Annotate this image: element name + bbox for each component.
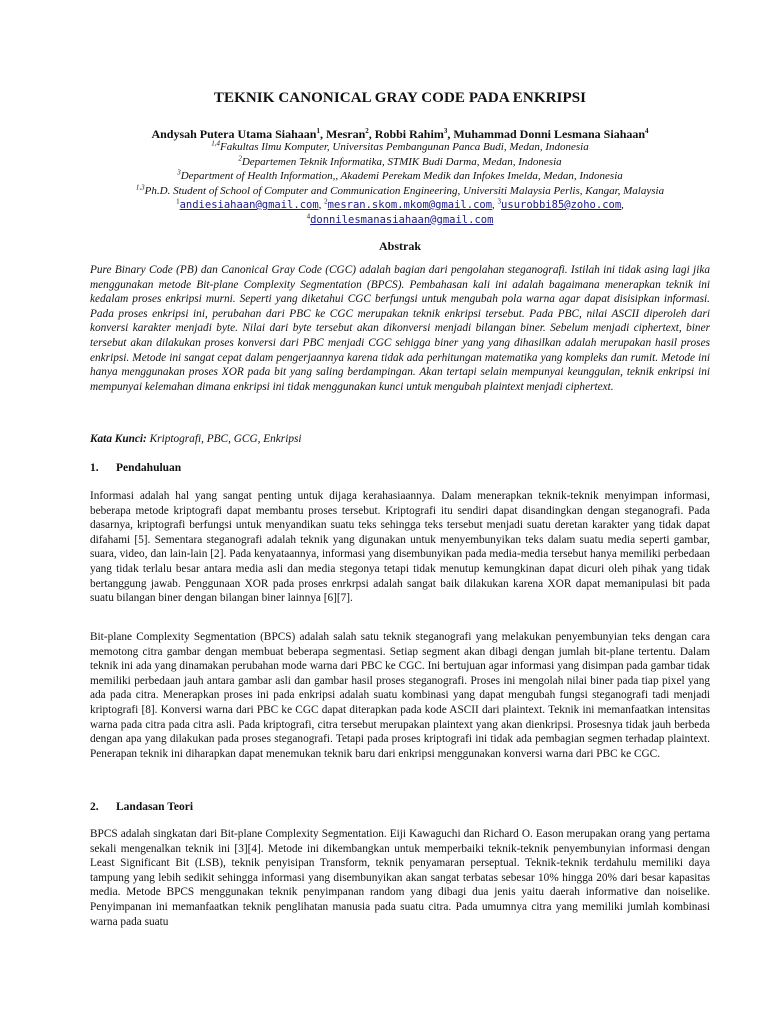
email-list: $^1$andiesiahaan@gmail.com, $^2$mesran.skom.mkom@gmail.com, $^3$usurobbi85@zoho.com,: [176, 197, 624, 211]
paper-title: TEKNIK CANONICAL GRAY CODE PADA ENKRIPSI: [213, 90, 587, 106]
email-link[interactable]: mesran.skom.mkom@gmail.com: [327, 199, 493, 211]
paragraph: Bit-plane Complexity Segmentation (BPCS) adalah salah satu teknik steganografi yang melakukan penyembunyian teks dengan cara memotong citra gambar dengan membuat beberapa segmentasi. Setiap segment akan dibagi dengan jumlah bit-plane tertentu. Dalam teknik ini ada yang dinamakan perubahan mode warna dari PBC ke CGC. Ini bertujuan agar informasi yang disimpan pada gambar tidak memiliki perbedaan jauh antara gambar asli dan gambar hasil proses steganografi. Proses ini mengolah nilai biner pada tiap pixel yang ada pada citra. Menerapkan proses ini pada enkripsi adalah suatu kombinasi yang dapat mengubah fungsi steganografi tadi menjadi kriptografi [8]. Konversi warna dari PBC ke CGC dapat diterapkan pada kode ASCII dari plaintext. Teknik ini memanfaatkan intensitas warna pada citra pada citra asli. Pada kriptografi, citra tersebut merupakan plaintext yang akan dienkripsi. Prosesnya tidak jauh berbeda dengan apa yang dilakukan pada proses steganografi. Tetapi pada proses kriptografi ini tidak ada pembagian segmen terhadap plaintext. Penerapan teknik ini diharapkan dapat menemukan teknik baru dari enkripsi menggunakan konversi warna dari PBC ke CGC.: [90, 631, 710, 760]
paragraph: BPCS adalah singkatan dari Bit-plane Complexity Segmentation. Eiji Kawaguchi dan Richard O. Eason merupakan orang yang pertama sekali mengenalkan teknik ini [3][4]. Metode ini dikembangkan untuk memperbaiki teknik-teknik penyembunyian informasi dengan Least Significant Bit (LSB), teknik penyisipan Transform, teknik penyamaran perseptual. Teknik-teknik terdahulu memiliki daya tampung yang lebih sedikit sehingga informasi yang disembunyikan akan sangat terbatas sebesar 10% hingga 20% dari besar kapasitas media. Metode BPCS menggunakan teknik penyimpanan random yang dibagi dua jenis yaitu daerah informative dan noiselike. Penyimpanan ini memanfaatkan teknik penglihatan manusia pada suatu citra. Pada umumnya citra yang memiliki jumlah kombinasi warna pada suatu: [90, 828, 710, 928]
abstract-text: Pure Binary Code (PB) dan Canonical Gray Code (CGC) adalah bagian dari pengolahan steganografi. Istilah ini tidak asing lagi jika menggunakan metode Bit-plane Complexity Segmentation (BPCS). Pembahasan kali ini adalah bagaimana menerapkan teknik ini kedalam proses enkripsi murni. Seperti yang diketahui CGC berfungsi untuk mengubah pola warna agar dapat disisipkan informasi. Pada proses enkripsi ini, perubahan dari PBC ke CGC merupakan teknik enkripsi tersebut. Pada PBC, nilai ASCII diperoleh dari konversi karakter menjadi byte. Nilai dari byte tersebut akan dikonversi menjadi bilangan biner. Sebelum menjadi ciphertext, biner tersebut akan dilakukan proses konversi dari PBC menjadi CGC sehigga biner yang yang dihasilkan adalah merupakan hasil proses enkripsi. Metode ini sangat cepat dalam pengerjaannya karena tidak ada perhitungan matematika yang kompleks dan rumit. Metode ini hanya menggunakan proses XOR pada bit yang saling berdampingan. Akan tertapi selain mempunyai keunggulan, teknik enkripsi ini mempunyai kelemahan dimana enkripsi ini tidak menggunakan kunci untuk mengubah plaintext menjadi ciphertext.: [90, 264, 710, 393]
author: Muhammad Donni Lesmana Siahaan$^4$: [453, 127, 649, 141]
email-list: $^4$donnilesmanasiahaan@gmail.com: [306, 211, 494, 226]
affiliation: $^{1,4}$Fakultas Ilmu Komputer, Universitas Pembangunan Panca Budi, Medan, Indonesia: [211, 139, 589, 153]
email-link[interactable]: usurobbi85@zoho.com: [501, 199, 622, 211]
section-heading: 2. Landasan Teori: [90, 801, 194, 813]
keywords-text: Kriptografi, PBC, GCG, Enkripsi: [146, 433, 302, 445]
abstract-heading: Abstrak: [378, 239, 421, 253]
author: Mesran$^2$,: [325, 127, 375, 141]
author: Andysah Putera Utama Siahaan$^1$,: [151, 127, 326, 141]
email-link[interactable]: donnilesmanasiahaan@gmail.com: [310, 213, 494, 226]
author: Robbi Rahim$^3$,: [374, 127, 454, 141]
affiliation: $^{1,3}$Ph.D. Student of School of Computer and Communication Engineering, Universiti Malaysia Perlis, Kangar, Malaysia: [135, 182, 665, 197]
section-heading: 1. Pendahuluan: [90, 462, 182, 474]
affiliation-block: [60, 140, 740, 227]
email-link[interactable]: andiesiahaan@gmail.com: [179, 199, 319, 211]
affiliation: $^2$Departemen Teknik Informatika, STMIK Budi Darma, Medan, Indonesia: [238, 153, 562, 168]
keywords-label: Kata Kunci:: [90, 433, 147, 445]
affiliation: $^3$Department of Health Information,, Akademi Perekam Medik dan Infokes Imelda, Medan, Indonesia: [177, 168, 623, 182]
keywords: [90, 433, 710, 445]
paragraph: Informasi adalah hal yang sangat penting untuk dijaga kerahasiaannya. Dalam menerapkan teknik-teknik menyimpan informasi, beberapa metode kriptografi dapat membantu proses tersebut. Kriptografi itu sendiri dapat disandingkan dengan steganografi. Pada dasarnya, kriptografi berfungsi untuk menyandikan suatu teks sehingga teks tersebut menjadi suatu deretan karakter yang tidak dapat difahami [5]. Sementara steganografi adalah teknik yang digunakan untuk menyembunyikan teks dalam suatu media seperti gambar, suara, video, dan lain-lain [2]. Pada kenyataannya, informasi yang disembunyikan pada media-media tersebut hanya memiliki perbedaan yang tidak terlalu besar antara media asli dan media stegonya tetapi tidak menutup kemungkinan dapat dicuri oleh pihak yang tidak bertanggung jawab. Penggunaan XOR pada proses enrkrpsi adalah sangat baik dilakukan karena XOR dapat memanipulasi bit pada suatu bilangan biner dengan bilangan biner lainnya [6][7].: [90, 490, 710, 605]
